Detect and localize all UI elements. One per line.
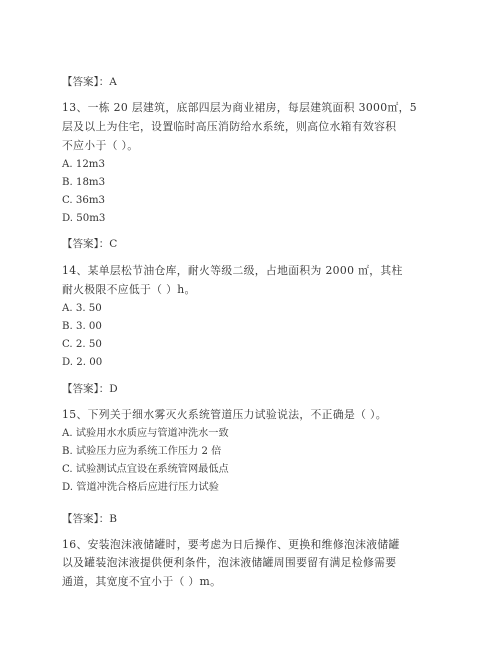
question-14-line-1: 14、某单层松节油仓库，耐火等级二级，占地面积为 2000 ㎡，其柱: [62, 264, 403, 277]
option-d: D. 2. 00: [62, 357, 103, 368]
answer-label: 【答案】：A: [62, 76, 117, 88]
answer-label: 【答案】：B: [62, 513, 117, 525]
option-d: D. 管道冲洗合格后应进行压力试验: [62, 482, 219, 493]
option-a: A. 试验用水水质应与管道冲洗水一致: [62, 428, 229, 439]
question-13-line-1: 13、一栋 20 层建筑，底部四层为商业裙房，每层建筑面积 3000㎡，5: [62, 101, 417, 114]
option-b: B. 18m3: [62, 177, 106, 188]
question-14-line-2: 耐火极限不应低于（ ）h。: [62, 283, 196, 296]
question-16-line-3: 通道，其宽度不宜小于（ ）m。: [62, 575, 222, 588]
option-a: A. 12m3: [62, 159, 105, 170]
question-15-line-1: 15、下列关于细水雾灭火系统管道压力试验说法，不正确是（ ）。: [62, 408, 387, 421]
option-b: B. 3. 00: [62, 321, 102, 332]
option-a: A. 3. 50: [62, 303, 102, 314]
option-c: C. 2. 50: [62, 339, 102, 350]
question-13-line-2: 层及以上为住宅，设置临时高压消防给水系统，则高位水箱有效容积: [62, 120, 397, 133]
option-b: B. 试验压力应为系统工作压力 2 倍: [62, 446, 222, 457]
option-d: D. 50m3: [62, 213, 106, 224]
question-16-line-1: 16、安装泡沫液储罐时，要考虑为日后操作、更换和维修泡沫液储罐: [62, 538, 400, 551]
question-13-line-3: 不应小于（ ）。: [62, 139, 139, 152]
option-c: C. 36m3: [62, 195, 106, 206]
option-c: C. 试验测试点宜设在系统管网最低点: [62, 464, 229, 475]
answer-label: 【答案】：D: [62, 383, 118, 395]
question-16-line-2: 以及罐装泡沫液提供便利条件，泡沫液储罐周围要留有满足检修需要: [62, 556, 397, 569]
answer-label: 【答案】：C: [62, 238, 118, 250]
